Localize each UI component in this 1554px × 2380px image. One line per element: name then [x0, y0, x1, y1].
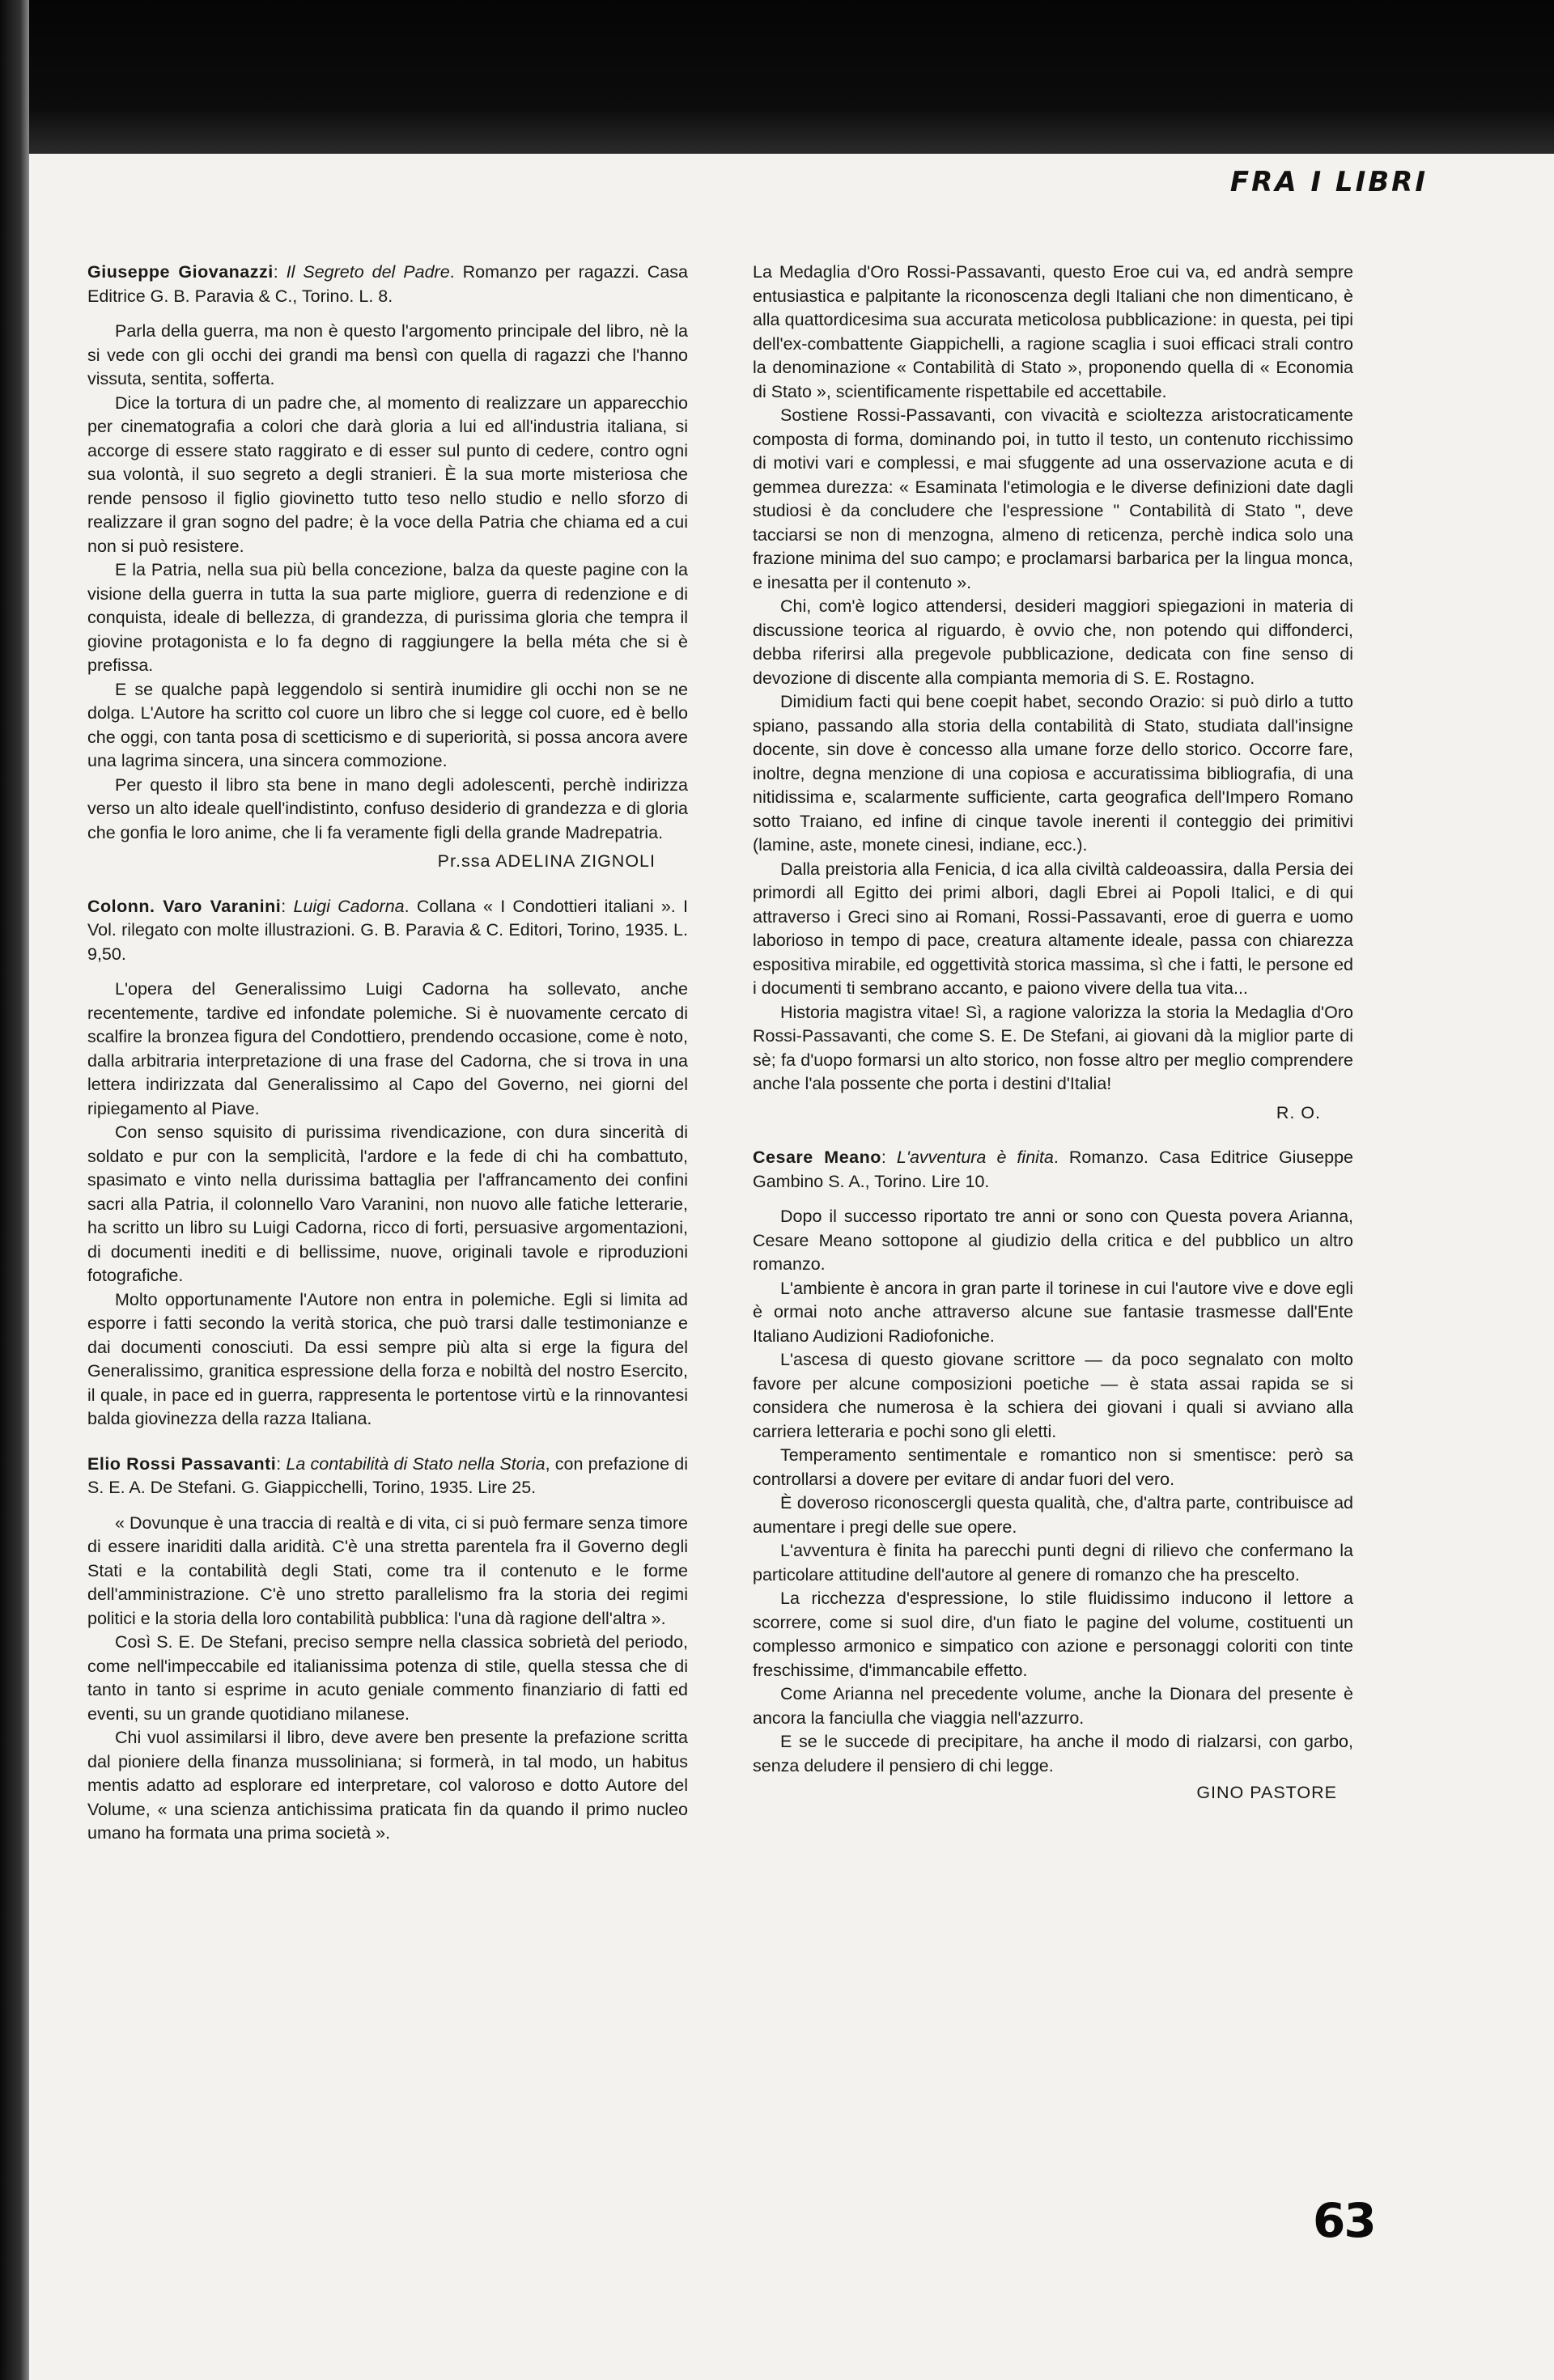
review-paragraph: È doveroso riconoscergli questa qualità, che, d'altra parte, contribuisce ad aumentare i pregi delle sue opere. [753, 1493, 1353, 1537]
review-paragraph: Parla della guerra, ma non è questo l'argomento principale del libro, nè la si vede con gli occhi dei grandi ma bensì con quella di ragazzi che l'hanno vissuta, sentita, sofferta. [87, 321, 688, 388]
review-paragraph: Chi vuol assimilarsi il libro, deve avere ben presente la prefazione scritta dal pioniere della finanza mussoliniana; si formerà, in tal modo, un habitus mentis adatto ad esplorare ed interpretare, col valoroso e dotto Autore del Volume, « una scienza antichissima praticata fin da quando il primo nucleo umano ha formata una prima società ». [87, 1728, 688, 1843]
reviewer-signature: GINO PASTORE [1196, 1783, 1337, 1802]
book-publication-details: , con prefazione di S. E. A. De Stefani. G. Giappicchelli, Torino, 1935. Lire 25. [87, 1453, 689, 1497]
section-gap [87, 1432, 688, 1453]
review-paragraph: L'avventura è finita ha parecchi punti degni di rilievo che confermano la particolare attitudine dell'autore al genere di romanzo che ha prescelto. [753, 1541, 1353, 1585]
review-paragraph: Temperamento sentimentale e romantico non si smentisce: però sa controllarsi a dovere per evitare di andar fuori del vero. [753, 1445, 1353, 1489]
review-paragraph: « Dovunque è una traccia di realtà e di vita, ci si può fermare senza timore di essere inariditi dalla aridità. C'è una stretta parentela fra il Governo degli Stati e la contabilità degli Stati, come tra il contenuto e le forme dell'amministrazione. C'è uno stretto parallelismo fra la storia dei regimi politici e la storia della loro contabilità pubblica: l'una dà ragione dell'altra ». [87, 1512, 688, 1628]
book-title: Il Segreto del Padre [286, 262, 450, 282]
review-paragraph: Molto opportunamente l'Autore non entra in polemiche. Egli si limita ad esporre i fatti secondo la verità storica, che può trarsi dalle testimonianze e dai documenti conosciuti. Da essi sempre più alta si erge la figura del Generalissimo, granitica espressione della forza e nobiltà del nostro Esercito, il quale, in pace ed in guerra, rappresenta le portentose virtù e la rinnovantesi balda giovinezza della razza Italiana. [87, 1289, 688, 1428]
book-author: Elio Rossi Passavanti [87, 1453, 277, 1474]
section-gap [753, 1125, 1353, 1146]
review-paragraph: L'ambiente è ancora in gran parte il torinese in cui l'autore vive e dove egli è ormai noto anche attraverso alcune sue fantasie trasmesse dall'Ente Italiano Audizioni Radiofoniche. [753, 1278, 1353, 1346]
left-column [87, 261, 688, 1846]
review-paragraph: E se qualche papà leggendolo si sentirà inumidire gli occhi non se ne dolga. L'Autore ha scritto col cuore un libro che si legge col cuore, ed è bello che oggi, con tanta posa di scetticismo e di superiorità, si possa ancora avere una lagrima sincera, una sincera commozione. [87, 679, 688, 770]
review-paragraph: Dalla preistoria alla Fenicia, d ica alla civiltà caldeoassira, dalla Persia dei primordi all Egitto dei primi albori, dagli Ebrei ai Popoli Italici, e di qui attraverso i Greci sino ai Romani, Rossi-Passavanti, eroe di guerra e uomo laborioso in tempo di pace, creatura altamente ideale, passa con chiarezza espositiva mirabile, ed oggettività storica massima, sì che i fatti, le persone ed i documenti ti sembrano accanto, e paiono vivere della tua vita... [753, 859, 1353, 998]
book-reference: Elio Rossi Passavanti: La contabilità di Stato nella Storia, con prefazione di S. E. A. De Stefani. G. Giappicchelli, Torino, 1935. Lire 25. [87, 1453, 689, 1497]
review-paragraph: E se le succede di precipitare, ha anche il modo di rialzarsi, con garbo, senza deludere il pensiero di chi legge. [753, 1732, 1353, 1775]
review-paragraph: Come Arianna nel precedente volume, anche la Dionara del presente è ancora la fanciulla che viaggia nell'azzurro. [753, 1684, 1353, 1728]
scan-top-border [0, 0, 1554, 154]
book-reference: Colonn. Varo Varanini: Luigi Cadorna. Collana « I Condottieri italiani ». I Vol. rilegato con molte illustrazioni. G. B. Paravia & C. Editori, Torino, 1935. L. 9,50. [87, 896, 688, 964]
review-paragraph: Dice la tortura di un padre che, al momento di realizzare un apparecchio per cinematografia a colori che darà gloria a lui ed all'industria italiana, si accorge di essere stato raggirato e di esser sul punto di cedere, contro ogni sua volontà, il suo segreto a degli stranieri. È la sua morte misteriosa che rende pensoso il figlio giovinetto tutto teso nello studio e nello sforzo di realizzare il gran sogno del padre; è la voce della Patria che chiama ed a cui non si può resistere. [87, 392, 688, 556]
running-head: FRA I LIBRI [1225, 166, 1433, 198]
review-paragraph: E la Patria, nella sua più bella concezione, balza da queste pagine con la visione della guerra in tutta la sua parte migliore, guerra di redenzione e di conquista, ideale di bellezza, di grandezza, di purissima gloria che tempra il giovine protagonista e lo fa degno di raggiungere la bella méta che si è prefissa. [87, 560, 688, 675]
review-paragraph: Historia magistra vitae! Sì, a ragione valorizza la storia la Medaglia d'Oro Rossi-Passavanti, che come S. E. De Stefani, ai giovani dà la miglior parte di sè; fa d'uopo formarsi un alto storico, non fosse altro per meglio comprendere anche l'ala possente che porta i destini d'Italia! [753, 1002, 1353, 1093]
book-publication-details: . Collana « I Condottieri italiani ». I Vol. rilegato con molte illustrazioni. G. B. Paravia & C. Editori, Torino, 1935. L. 9,50. [87, 896, 688, 964]
reviewer-signature: Pr.ssa ADELINA ZIGNOLI [437, 851, 656, 871]
book-title: L'avventura è finita [896, 1148, 1054, 1167]
review-paragraph: Chi, com'è logico attendersi, desideri maggiori spiegazioni in materia di discussione teorica al riguardo, è ovvio che, non potendo qui diffonderci, debba riferirsi alla pregevole pubblicazione, dedicata con fine senso di devozione di discente alla compianta memoria di S. E. Rostagno. [753, 596, 1353, 688]
review-paragraph: Dopo il successo riportato tre anni or sono con Questa povera Arianna, Cesare Meano sottopone al giudizio della critica e del pubblico un altro romanzo. [753, 1207, 1353, 1274]
book-author: Colonn. Varo Varanini [87, 896, 282, 916]
book-reference: Cesare Meano: L'avventura è finita. Romanzo. Casa Editrice Giuseppe Gambino S. A., Torino. Lire 10. [753, 1148, 1353, 1191]
book-publication-details: . Romanzo per ragazzi. Casa Editrice G. B. Paravia & C., Torino. L. 8. [87, 262, 689, 306]
review-paragraph: Per questo il libro sta bene in mano degli adolescenti, perchè indirizza verso un alto ideale quell'indistinto, confuso desiderio di grandezza e di gloria che gonfia le loro anime, che li fa veramente figli della grande Madrepatria. [87, 774, 688, 842]
review-paragraph: La Medaglia d'Oro Rossi-Passavanti, questo Eroe cui va, ed andrà sempre entusiastica e palpitante la riconoscenza degli Italiani che non dimenticano, è alla quattordicesima sua accurata meticolosa pubblicazione: in questa, pei tipi dell'ex-combattente Giappichelli, a ragione scaglia i suoi efficaci strali contro la denominazione « Contabilità di Stato », proponendo quella di « Economia di Stato », scientificamente rispettabile ed accettabile. [753, 262, 1353, 401]
reviewer-signature: R. O. [1276, 1102, 1321, 1122]
review-paragraph: Con senso squisito di purissima rivendicazione, con dura sincerità di soldato e pur con la semplicità, l'ardore e la fede di chi ha combattuto, spasimato e vinto nella durissima battaglia per l'affrancamento dei confini sacri alla Patria, il colonnello Varo Varanini, non nuovo alle fatiche letterarie, ha scritto un libro su Luigi Cadorna, ricco di forti, persuasive argomentazioni, di documenti inediti e di bellissime, nuove, originali tavole e riproduzioni fotografiche. [87, 1122, 688, 1285]
book-author: Cesare Meano [753, 1148, 881, 1167]
book-title: Luigi Cadorna [293, 896, 405, 916]
review-paragraph: La ricchezza d'espressione, lo stile fluidissimo inducono il lettore a scorrere, come si suol dire, d'un fiato le pagine del volume, costituenti un complesso armonico e simpatico con azione e personaggi coloriti con tinte freschissime, d'immancabile effetto. [753, 1589, 1353, 1680]
review-paragraph: Sostiene Rossi-Passavanti, con vivacità e scioltezza aristocraticamente composta di forma, dominando poi, in tutto il testo, un contenuto ricchissimo di motivi vari e complessi, e mai sfuggente ad una osservazione acuta e di gemmea durezza: « Esaminata l'etimologia e le diverse definizioni date dagli studiosi è da concludere che l'espressione " Contabilità di Stato ", deve tacciarsi se non di menzogna, almeno di reticenza, perchè indica solo una frazione minima del suo campo; e proclamarsi barbarica per la lingua monca, e inesatta per il contenuto ». [753, 405, 1353, 592]
book-publication-details: . Romanzo. Casa Editrice Giuseppe Gambino S. A., Torino. Lire 10. [753, 1148, 1353, 1191]
review-paragraph: Così S. E. De Stefani, preciso sempre nella classica sobrietà del periodo, come nell'impeccabile ed italianissima potenza di stile, quella stessa che di tanto in tanto si esprime in acuto geniale commento finanziario di fatti ed eventi, su un grande quotidiano milanese. [87, 1632, 688, 1724]
review-paragraph: L'opera del Generalissimo Luigi Cadorna ha sollevato, anche recentemente, tardive ed infondate polemiche. Si è nuovamente cercato di scalfire la bronzea figura del Condottiero, prendendo occasione, come è noto, dalla arbitraria interpretazione di una frase del Cadorna, che si trova in una lettera indirizzata dal Generalissimo al Capo del Governo, nei giorni del ripiegamento al Piave. [87, 979, 688, 1118]
right-column [753, 261, 1353, 1805]
book-reference: Giuseppe Giovanazzi: Il Segreto del Padre. Romanzo per ragazzi. Casa Editrice G. B. Paravia & C., Torino. L. 8. [87, 262, 689, 306]
scan-left-border [0, 0, 29, 2380]
book-title: La contabilità di Stato nella Storia [286, 1453, 546, 1474]
book-author: Giuseppe Giovanazzi [87, 262, 274, 282]
section-gap [87, 874, 688, 895]
review-paragraph: L'ascesa di questo giovane scrittore — da poco segnalato con molto favore per alcune composizioni poetiche — è stata assai rapida se si considera che numerosa è la schiera dei giovani i quali si avviano alla carriera letteraria e pochi sono gli eletti. [753, 1350, 1353, 1441]
review-paragraph: Dimidium facti qui bene coepit habet, secondo Orazio: si può dirlo a tutto spiano, passando alla storia della contabilità di Stato, studiata dall'insigne docente, sin dove è concesso alla umane forze dello storico. Occorre fare, inoltre, degna menzione di una copiosa e accuratissima bibliografia, di una nitidissima e, scalarmente sufficiente, carta geografica dell'Impero Romano sotto Traiano, ed infine di cinque tavole inerenti il conteggio dei primitivi (lamine, aste, monete cinesi, indiane, ecc.). [753, 692, 1353, 855]
page-number: 63 [1313, 2193, 1375, 2248]
